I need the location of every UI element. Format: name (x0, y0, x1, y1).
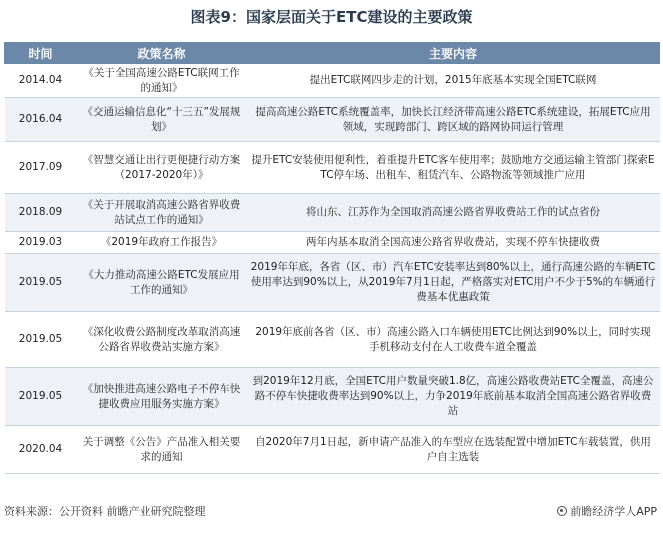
header-time: 时间 (5, 43, 77, 64)
table-row (5, 254, 660, 312)
table-row (5, 194, 660, 232)
header-content: 主要内容 (247, 43, 660, 64)
row-time: 2017.09 (5, 142, 77, 194)
page-title: 图表9：国家层面关于ETC建设的主要政策 (190, 8, 473, 26)
row-policy: 《大力推动高速公路ETC发展应用工作的通知》 (77, 254, 247, 312)
row-content: 两年内基本取消全国高速公路省界收费站，实现不停车快捷收费 (247, 232, 660, 254)
table-row (5, 98, 660, 142)
row-content: 提出ETC联网四步走的计划，2015年底基本实现全国ETC联网 (247, 64, 660, 98)
table-header-row (5, 43, 660, 64)
row-time: 2019.05 (5, 254, 77, 312)
row-time: 2019.05 (5, 368, 77, 426)
table-row (5, 426, 660, 474)
qianzhan-logo-icon (557, 506, 567, 516)
row-time: 2020.04 (5, 426, 77, 474)
row-policy: 《交通运输信息化“十三五”发展规划》 (77, 98, 247, 142)
header-policy: 政策名称 (77, 43, 247, 64)
brand-mark (557, 503, 657, 519)
row-policy: 《加快推进高速公路电子不停车快捷收费应用服务实施方案》 (77, 368, 247, 426)
table-row (5, 64, 660, 98)
policy-table (4, 42, 660, 474)
row-policy: 关于调整《公告》产品准入相关要求的通知 (77, 426, 247, 474)
row-content: 到2019年12月底，全国ETC用户数量突破1.8亿，高速公路收费站ETC全覆盖，高速公路不停车快捷收费率达到90%以上，力争2019年底前基本取消全国高速公路省界收费站 (247, 368, 660, 426)
table-row (5, 232, 660, 254)
source-note: 资料来源：公开资料 前瞻产业研究院整理 (4, 505, 206, 518)
row-policy: 《2019年政府工作报告》 (77, 232, 247, 254)
row-time: 2019.05 (5, 312, 77, 368)
row-content: 自2020年7月1日起，新申请产品准入的车型应在选装配置中增加ETC车载装置，供用户自主选装 (247, 426, 660, 474)
row-content: 提升ETC安装使用便利性，着重提升ETC客车使用率；鼓励地方交通运输主管部门探索ETC停车场、出租车、租赁汽车、公路物流等领域推广应用 (247, 142, 660, 194)
row-content: 2019年底前各省（区、市）高速公路入口车辆使用ETC比例达到90%以上，同时实现手机移动支付在人工收费车道全覆盖 (247, 312, 660, 368)
row-policy: 《深化收费公路制度改革取消高速公路省界收费站实施方案》 (77, 312, 247, 368)
row-policy: 《关于全国高速公路ETC联网工作的通知》 (77, 64, 247, 98)
row-time: 2016.04 (5, 98, 77, 142)
table-row (5, 368, 660, 426)
row-content: 将山东、江苏作为全国取消高速公路省界收费站工作的试点省份 (247, 194, 660, 232)
row-time: 2018.09 (5, 194, 77, 232)
row-policy: 《智慧交通让出行更便捷行动方案（2017-2020年）》 (77, 142, 247, 194)
row-content: 提高高速公路ETC系统覆盖率，加快长江经济带高速公路ETC系统建设，拓展ETC应用领域，实现跨部门、跨区域的路网协同运行管理 (247, 98, 660, 142)
row-time: 2014.04 (5, 64, 77, 98)
table-row (5, 142, 660, 194)
row-time: 2019.03 (5, 232, 77, 254)
row-content: 2019年年底，各省（区、市）汽车ETC安装率达到80%以上，通行高速公路的车辆ETC使用率达到90%以上，从2019年7月1日起，严格落实对ETC用户不少于5%的车辆通行费基本优惠政策 (247, 254, 660, 312)
row-policy: 《关于开展取消高速公路省界收费站试点工作的通知》 (77, 194, 247, 232)
brand-label: 前瞻经济学人APP (570, 505, 657, 518)
table-row (5, 312, 660, 368)
